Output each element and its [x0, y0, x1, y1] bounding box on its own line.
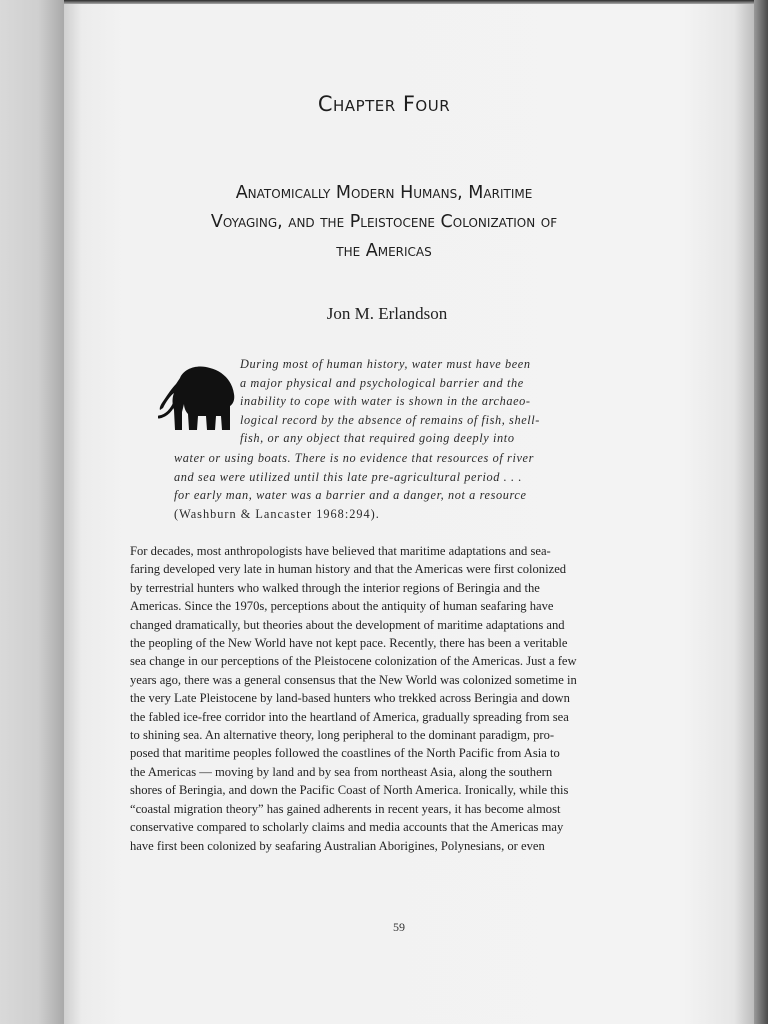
body-line: by terrestrial hunters who walked through the interior regions of Beringia and the — [130, 580, 540, 595]
epigraph-line: a major physical and psychological barrier and the — [240, 375, 524, 390]
epigraph-citation: (Washburn & Lancaster 1968:294). — [174, 506, 380, 521]
facing-page-edge — [0, 0, 64, 1024]
body-line: For decades, most anthropologists have believed that maritime adaptations and sea- — [130, 544, 551, 558]
epigraph-quote — [240, 355, 606, 448]
epigraph-line: for early man, water was a barrier and a danger, not a resource — [174, 488, 527, 502]
body-line: to shining sea. An alternative theory, long peripheral to the dominant paradigm, pro- — [130, 728, 555, 743]
body-line: have first been colonized by seafaring Australian Aborigines, Polynesians, or even — [130, 838, 545, 853]
body-line: years ago, there was a general consensus that the New World was colonized sometime in — [130, 672, 577, 687]
epigraph-line: and sea were utilized until this late pre-agricultural period . . . — [174, 469, 523, 484]
epigraph-quote-continued — [174, 449, 606, 523]
body-line: changed dramatically, but theories about the development of maritime adaptations and — [130, 617, 565, 632]
book-page — [64, 4, 754, 1024]
epigraph-line: inability to cope with water is shown in the archaeo- — [240, 394, 531, 408]
body-line: the Americas — moving by land and by sea from northeast Asia, along the southern — [130, 764, 553, 779]
body-line: Americas. Since the 1970s, perceptions about the antiquity of human seafaring have — [130, 599, 554, 614]
author-name: Jon M. Erlandson — [326, 304, 448, 323]
title-line: the Americas — [336, 241, 432, 261]
page-number: 59 — [393, 920, 405, 934]
title-line: Anatomically Modern Humans, Maritime — [235, 183, 533, 203]
page-right-edge — [754, 0, 768, 1024]
body-line: conservative compared to scholarly claims and media accounts that the Americas may — [130, 820, 564, 835]
epigraph-line: water or using boats. There is no evidence that resources of river — [174, 451, 534, 465]
body-line: shores of Beringia, and down the Pacific Coast of North America. Ironically, while this — [130, 783, 569, 798]
body-line: sea change in our perceptions of the Pleistocene colonization of the Americas. Just a few — [130, 654, 577, 669]
body-line: faring developed very late in human history and that the Americas were first colonized — [130, 562, 567, 577]
mammoth-icon — [158, 360, 238, 440]
title-line: Voyaging, and the Pleistocene Colonization of — [210, 212, 558, 232]
epigraph-line: fish, or any object that required going deeply into — [240, 431, 515, 445]
body-line: the peopling of the New World have not kept pace. Recently, there has been a veritable — [130, 636, 568, 651]
chapter-label: Chapter Four — [317, 92, 451, 116]
body-line: the fabled ice-free corridor into the heartland of America, gradually spreading from sea — [130, 709, 569, 724]
epigraph-line: logical record by the absence of remains of fish, shell- — [240, 412, 540, 427]
body-line: “coastal migration theory” has gained adherents in recent years, it has become almost — [130, 801, 561, 816]
chapter-title — [124, 179, 644, 266]
body-line: posed that maritime peoples followed the coastlines of the North Pacific from Asia to — [130, 746, 560, 761]
body-paragraph — [130, 542, 666, 855]
epigraph-line: During most of human history, water must have been — [240, 357, 531, 371]
body-line: the very Late Pleistocene by land-based hunters who trekked across Beringia and down — [130, 691, 570, 706]
